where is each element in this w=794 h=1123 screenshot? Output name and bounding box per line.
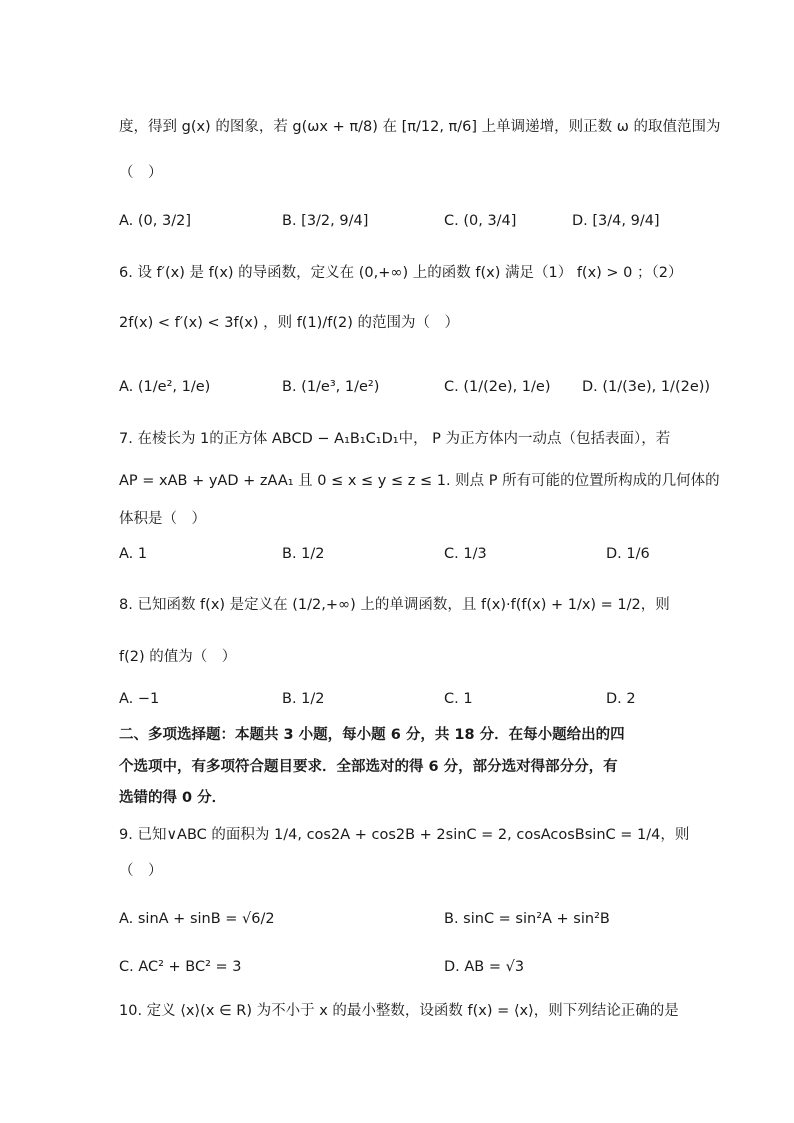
q6-option-b: B. (1/e³, 1/e²) — [282, 379, 380, 395]
q10-text-line-1: 10. 定义 ⟨x⟩(x ∈ R) 为不小于 x 的最小整数，设函数 f(x) = ⟨x⟩，则下列结论正确的是 — [119, 1003, 679, 1019]
q8-option-c: C. 1 — [444, 691, 473, 707]
q6-option-d: D. (1/(3e), 1/(2e)) — [582, 379, 711, 395]
q9-answer-paren: （ ） — [119, 863, 163, 879]
q5-option-a: A. (0, 3/2] — [119, 213, 191, 229]
q6-text-line-1: 6. 设 f′(x) 是 f(x) 的导函数，定义在 (0,+∞) 上的函数 f(x) 满足（1） f(x) > 0 ；（2） — [119, 265, 683, 281]
q7-text-line-1: 7. 在棱长为 1的正方体 ABCD − A₁B₁C₁D₁中， P 为正方体内一动点（包括表面），若 — [119, 431, 671, 447]
q5-answer-paren: （ ） — [119, 165, 163, 181]
q5-option-c: C. (0, 3/4] — [444, 213, 517, 229]
q9-option-a: A. sinA + sinB = √6/2 — [119, 911, 275, 927]
section2-heading-line-2: 个选项中，有多项符合题目要求．全部选对的得 6 分，部分选对得部分分，有 — [119, 759, 618, 775]
q7-text-line-2: AP = xAB + yAD + zAA₁ 且 0 ≤ x ≤ y ≤ z ≤ 1. 则点 P 所有可能的位置所构成的几何体的 — [119, 473, 720, 489]
q7-option-b: B. 1/2 — [282, 546, 325, 562]
q8-text-line-2: f(2) 的值为（ ） — [119, 649, 237, 665]
q8-option-d: D. 2 — [606, 691, 636, 707]
q8-option-a: A. −1 — [119, 691, 160, 707]
q7-option-a: A. 1 — [119, 546, 148, 562]
q5-option-b: B. [3/2, 9/4] — [282, 213, 369, 229]
q9-text-line-1: 9. 已知∨ABC 的面积为 1/4, cos2A + cos2B + 2sinC = 2, cosAcosBsinC = 1/4，则 — [119, 827, 690, 843]
q6-text-line-2: 2f(x) < f′(x) < 3f(x) ，则 f(1)/f(2) 的范围为（ ） — [119, 315, 459, 331]
q6-option-c: C. (1/(2e), 1/e) — [444, 379, 551, 395]
q7-text-line-3: 体积是（ ） — [119, 511, 206, 527]
q7-option-d: D. 1/6 — [606, 546, 650, 562]
q8-text-line-1: 8. 已知函数 f(x) 是定义在 (1/2,+∞) 上的单调函数，且 f(x)·f(f(x) + 1/x) = 1/2，则 — [119, 597, 670, 613]
q5-option-d: D. [3/4, 9/4] — [572, 213, 660, 229]
q6-option-a: A. (1/e², 1/e) — [119, 379, 211, 395]
q5-text-line: 度，得到 g(x) 的图象，若 g(ωx + π/8) 在 [π/12, π/6] 上单调递增，则正数 ω 的取值范围为 — [119, 119, 721, 135]
q9-option-d: D. AB = √3 — [444, 959, 525, 975]
q9-option-b: B. sinC = sin²A + sin²B — [444, 911, 610, 927]
section2-heading-line-3: 选错的得 0 分． — [119, 790, 227, 806]
q7-option-c: C. 1/3 — [444, 546, 487, 562]
section2-heading-line-1: 二、多项选择题：本题共 3 小题，每小题 6 分，共 18 分．在每小题给出的四 — [119, 727, 625, 743]
q8-option-b: B. 1/2 — [282, 691, 325, 707]
q9-option-c: C. AC² + BC² = 3 — [119, 959, 242, 975]
